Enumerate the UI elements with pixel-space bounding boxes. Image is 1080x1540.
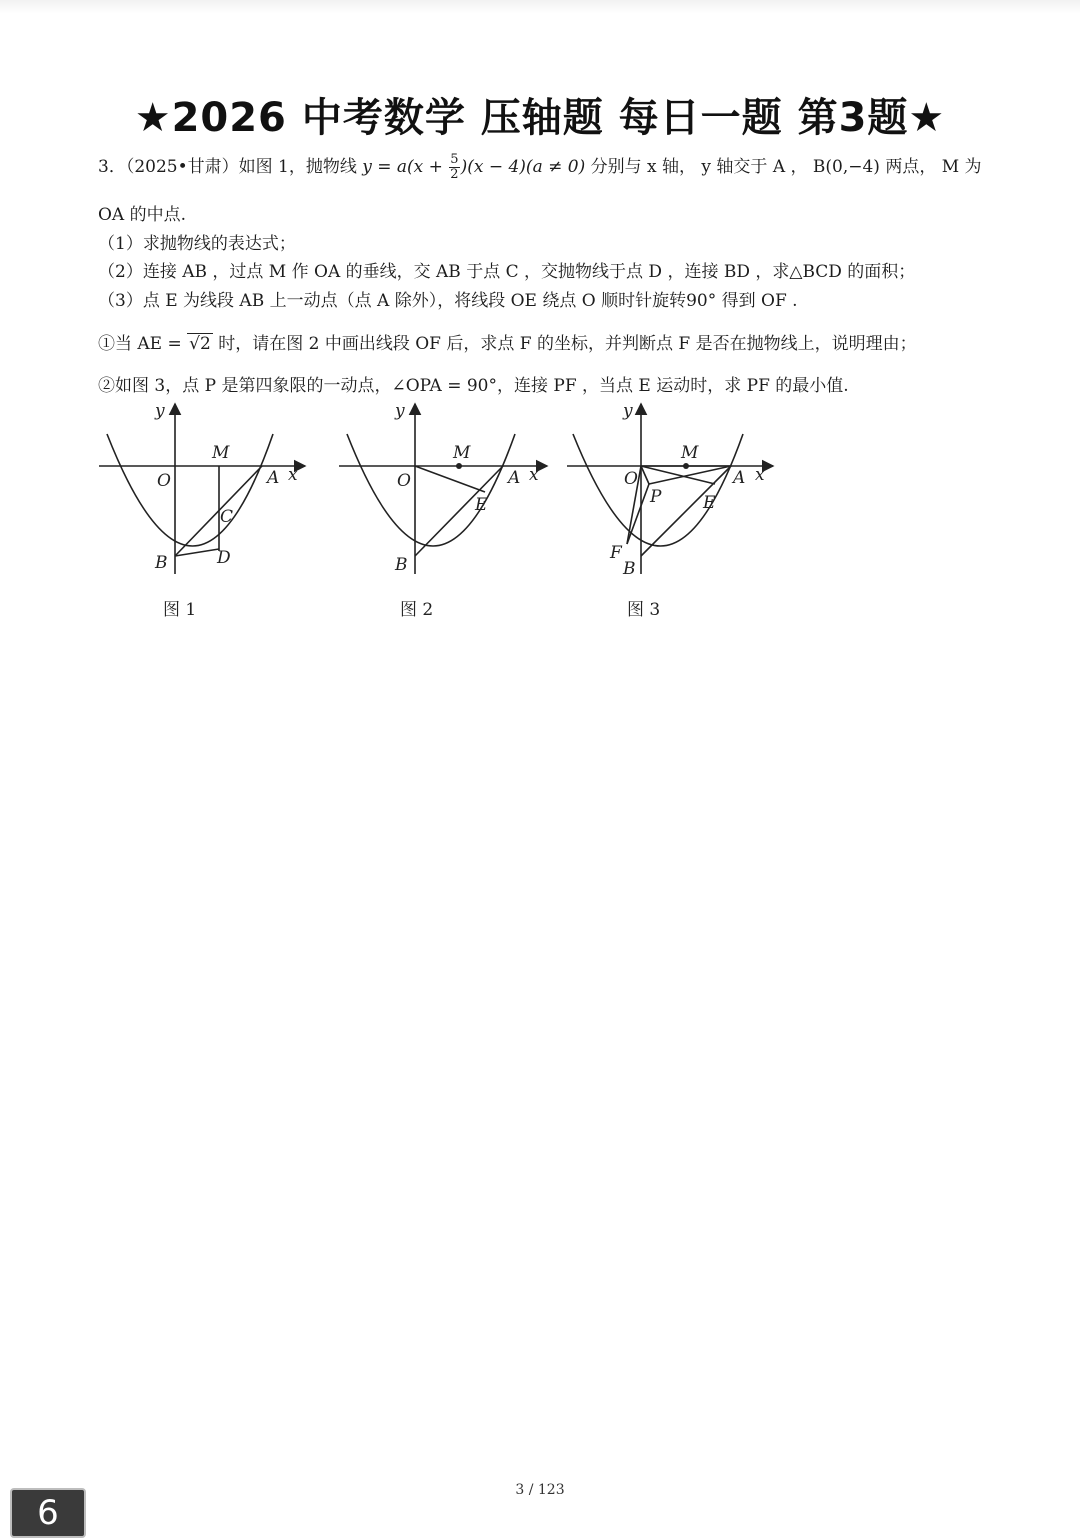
problem-part-1: （1）求抛物线的表达式； bbox=[98, 234, 296, 254]
fig2-parabola bbox=[347, 434, 515, 546]
fig2-label-x: x bbox=[529, 465, 539, 485]
figure-3 bbox=[567, 404, 773, 574]
fig1-label-b: B bbox=[155, 553, 168, 573]
problem-intro: 3．（2025•甘肃）如图 1，抛物线 bbox=[98, 157, 363, 177]
fig3-segment-oe bbox=[641, 466, 715, 484]
page-top-edge bbox=[0, 0, 1080, 14]
problem-sub-2: ②如图 3，点 P 是第四象限的一动点，∠OPA = 90°，连接 PF ，当点 E 运动时，求 PF 的最小值. bbox=[98, 376, 849, 396]
fraction bbox=[449, 153, 459, 182]
fig2-label-b: B bbox=[395, 555, 408, 575]
page-badge[interactable]: 6 bbox=[10, 1488, 86, 1538]
fig2-label-a: A bbox=[508, 468, 521, 488]
fig2-caption: 图 2 bbox=[400, 600, 434, 620]
problem-line-1 bbox=[98, 152, 998, 182]
fig3-label-o: O bbox=[624, 469, 638, 489]
figures-panel bbox=[95, 396, 795, 636]
fig2-segment-oe bbox=[415, 466, 485, 492]
fig3-label-f: F bbox=[610, 543, 622, 563]
equation-start: y = a(x + bbox=[362, 157, 449, 177]
fig1-label-c: C bbox=[220, 507, 234, 527]
equation-end: )(x − 4)(a ≠ 0) bbox=[460, 157, 586, 177]
fig3-segment-pf bbox=[627, 484, 649, 544]
fig1-label-d: D bbox=[217, 548, 231, 568]
fig2-label-o: O bbox=[397, 471, 411, 491]
fig1-label-m: M bbox=[212, 443, 230, 463]
fig3-label-x: x bbox=[755, 465, 765, 485]
sub-1-end: 时，请在图 2 中画出线段 OF 后，求点 F 的坐标，并判断点 F 是否在抛物线上，说明理由； bbox=[212, 334, 917, 354]
page-title: ★2026 中考数学 压轴题 每日一题 第3题★ bbox=[134, 95, 946, 141]
fig1-label-o: O bbox=[157, 471, 171, 491]
fig3-label-a: A bbox=[733, 468, 746, 488]
fig3-label-e: E bbox=[703, 493, 716, 513]
fig1-label-x: x bbox=[288, 465, 298, 485]
fig3-point-m bbox=[683, 463, 689, 469]
fig3-caption: 图 3 bbox=[627, 600, 661, 620]
problem-line-1-rest: 分别与 x 轴， y 轴交于 A ， B(0,−4) 两点， M 为 bbox=[585, 157, 982, 177]
fig3-label-y: y bbox=[623, 401, 633, 421]
fig1-label-a: A bbox=[267, 468, 280, 488]
fraction-numerator: 5 bbox=[450, 152, 459, 167]
fraction-denominator: 2 bbox=[450, 167, 459, 182]
fig2-label-e: E bbox=[475, 495, 488, 515]
fig3-label-b: B bbox=[623, 559, 636, 579]
fig2-label-y: y bbox=[395, 401, 405, 421]
fig2-label-m: M bbox=[453, 443, 471, 463]
page-indicator: 3 / 123 bbox=[515, 1482, 565, 1498]
problem-part-3: （3）点 E 为线段 AB 上一动点（点 A 除外），将线段 OE 绕点 O 顺时针旋转90° 得到 OF . bbox=[98, 291, 798, 311]
problem-part-2: （2）连接 AB ，过点 M 作 OA 的垂线，交 AB 于点 C ，交抛物线于点 D ，连接 BD ，求△BCD 的面积； bbox=[98, 262, 916, 282]
sqrt-value: √2 bbox=[189, 334, 211, 354]
fig3-segment-op bbox=[641, 466, 649, 484]
problem-line-2: OA 的中点. bbox=[98, 205, 187, 225]
sub-1-start: ①当 AE = bbox=[98, 334, 188, 354]
fig3-label-p: P bbox=[650, 487, 662, 507]
fig3-segment-ab bbox=[641, 466, 731, 556]
fig3-label-m: M bbox=[681, 443, 699, 463]
fig1-caption: 图 1 bbox=[163, 600, 197, 620]
problem-sub-1 bbox=[98, 329, 998, 354]
fig3-segment-pa bbox=[649, 466, 731, 484]
fig1-label-y: y bbox=[155, 401, 165, 421]
figure-2 bbox=[339, 404, 547, 574]
fig2-segment-ab bbox=[415, 466, 503, 556]
fig1-parabola bbox=[107, 434, 273, 546]
figure-1 bbox=[99, 404, 305, 574]
fig2-point-m bbox=[456, 463, 462, 469]
